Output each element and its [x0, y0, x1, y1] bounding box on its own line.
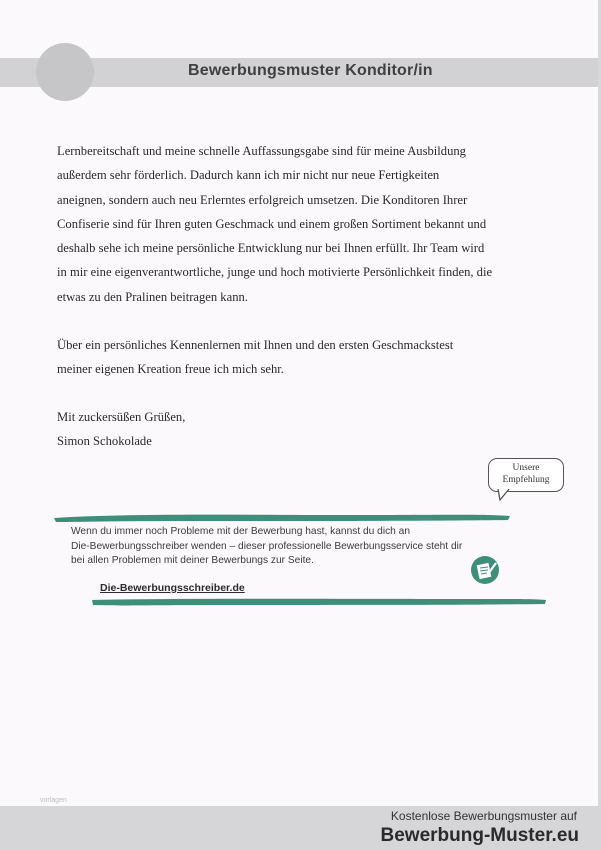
signature-name: Simon Schokolade: [57, 434, 152, 449]
letter-paragraph-1: [57, 139, 557, 309]
text-line: meiner eigenen Kreation freue ich mich sehr.: [57, 362, 284, 377]
footer-site-name[interactable]: Bewerbung-Muster.eu: [380, 825, 579, 846]
document-pen-icon: [471, 556, 499, 584]
letter-closing: [57, 405, 557, 454]
bubble-line: Empfehlung: [502, 475, 550, 485]
text-line: etwas zu den Pralinen beitragen kann.: [57, 289, 248, 304]
page-title: Bewerbungsmuster Konditor/in: [188, 62, 433, 79]
bewerbungsschreiber-link[interactable]: Die-Bewerbungsschreiber.de: [100, 582, 245, 594]
recommendation-bubble: [488, 458, 564, 492]
text-line: Confiserie sind für Ihren guten Geschmack und einem großen Sortiment bekannt und: [57, 216, 487, 231]
brush-stroke-bottom: [90, 596, 548, 608]
letter-paragraph-2: [57, 333, 557, 382]
text-line: außerdem sehr förderlich. Dadurch kann ich mir nicht nur neue Fertigkeiten: [57, 168, 440, 183]
text-line: Über ein persönliches Kennenlernen mit Ihnen und den ersten Geschmackstest: [57, 338, 454, 352]
promo-line: Die-Bewerbungsschreiber wenden – dieser professionelle Bewerbungsservice steht dir: [71, 540, 463, 552]
bubble-line: Unsere: [512, 463, 540, 473]
bubble-tail: [497, 489, 511, 501]
promo-line: bei allen Problemen mit deiner Bewerbungs zur Seite.: [71, 555, 314, 566]
closing-text: Mit zuckersüßen Grüßen,: [57, 410, 186, 424]
text-line: deshalb sehe ich meine persönliche Entwicklung nur bei Ihnen erfüllt. Ihr Team wird: [57, 241, 485, 256]
text-line: Lernbereitschaft und meine schnelle Auffassungsgabe sind für meine Ausbildung: [57, 144, 466, 158]
text-line: aneignen, sondern auch neu Erlerntes erfolgreich umsetzen. Die Konditoren Ihrer: [57, 192, 468, 207]
brush-stroke-top: [52, 510, 512, 524]
header-circle-decoration: [36, 43, 94, 101]
text-line: in mir eine eigenverantwortliche, junge und hoch motivierte Persönlichkeit finden, die: [57, 265, 493, 280]
footer-watermark: vorlagen: [40, 797, 67, 804]
promo-line: Wenn du immer noch Probleme mit der Bewerbung hast, kannst du dich an: [71, 526, 411, 537]
footer-tagline: Kostenlose Bewerbungsmuster auf: [390, 809, 577, 823]
